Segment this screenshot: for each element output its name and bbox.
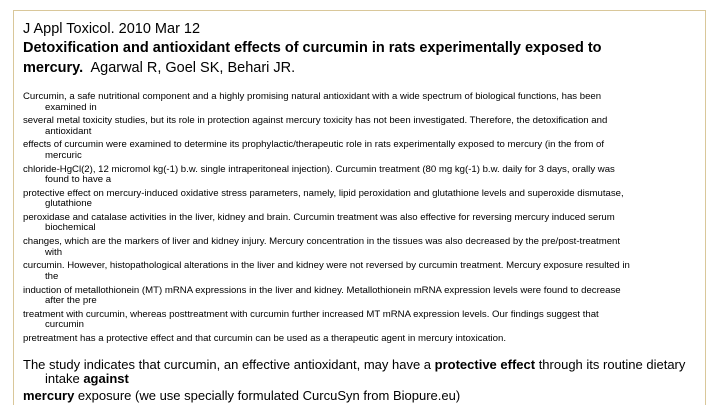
abstract-line — [23, 310, 693, 331]
abstract-line — [23, 165, 693, 186]
abstract-line-main: Curcumin, a safe nutritional component and a highly promising natural antioxidant with a wide spectrum of biological functions, has been — [23, 91, 602, 102]
abstract-line-main: pretreatment has a protective effect and that curcumin can be used as a therapeutic agent in mercury intoxication. — [23, 332, 506, 344]
abstract-line — [23, 237, 693, 258]
abstract-line — [23, 261, 693, 282]
abstract-line — [23, 213, 693, 234]
abstract-line-main: changes, which are the markers of liver and kidney injury. Mercury concentration in the tissues was also decreased by the pre/post-treatment — [23, 236, 621, 248]
abstract — [23, 92, 693, 344]
abstract-line-tail: found to have a — [45, 174, 112, 186]
abstract-line-main: peroxidase and catalase activities in the liver, kidney and brain. Curcumin treatment was also effective for reversing mercury induced serum — [23, 211, 615, 223]
abstract-line-tail: curcumin — [45, 319, 84, 331]
abstract-line-main: chloride-HgCl(2), 12 micromol kg(-1) b.w. single intraperitoneal injection). Curcumin treatment (80 mg kg(-1) b.w. daily for 3 days, orally was — [23, 163, 615, 175]
study-text1: The study indicates that curcumin, an effective antioxidant, may have a — [23, 357, 435, 373]
slide-content — [23, 20, 693, 403]
abstract-line-tail: mercuric — [45, 149, 82, 161]
abstract-line — [23, 92, 693, 113]
study-tail-bold: against — [83, 371, 129, 387]
abstract-line-tail: after the pre — [45, 295, 97, 306]
study-summary-line2 — [23, 389, 693, 403]
abstract-line — [23, 286, 693, 307]
abstract-line-main: protective effect on mercury-induced oxidative stress parameters, namely, lipid peroxidation and glutathione levels and superoxide dismutase, — [23, 187, 624, 199]
abstract-line-tail: antioxidant — [45, 125, 92, 137]
abstract-line-main: effects of curcumin were examined to determine its prophylactic/therapeutic role in rats experimentally exposed to mercury (in the from of — [23, 139, 605, 151]
study-line2-bold: mercury — [23, 388, 75, 404]
abstract-line — [23, 140, 693, 161]
article-authors: Agarwal R, Goel SK, Behari JR. — [90, 60, 296, 76]
study-bold1: protective effect — [434, 357, 536, 373]
abstract-line-tail: examined in — [45, 101, 97, 113]
abstract-line — [23, 334, 693, 345]
abstract-line — [23, 116, 693, 137]
study-text2: through its routine dietary — [535, 357, 686, 373]
study-summary — [23, 358, 693, 386]
abstract-line-tail: the — [45, 270, 59, 282]
abstract-line-tail: biochemical — [45, 222, 96, 234]
abstract-line-main: induction of metallothionein (MT) mRNA expressions in the liver and kidney. Metallothionein mRNA expression levels were found to decrease — [23, 284, 621, 296]
article-title-part2: mercury. — [23, 60, 84, 76]
abstract-line-main: several metal toxicity studies, but its role in protection against mercury toxicity has not been investigated. Therefore, the detoxification and — [23, 115, 608, 127]
study-tail — [23, 372, 693, 386]
journal-citation: J Appl Toxicol. 2010 Mar 12 — [23, 21, 201, 37]
abstract-line-tail: glutathione — [45, 198, 92, 210]
article-title-line2 — [23, 58, 693, 78]
study-tail-text: intake — [45, 371, 84, 387]
abstract-line-main: treatment with curcumin, whereas posttreatment with curcumin further increased MT mRNA expression levels. Our findings suggest that — [23, 308, 599, 320]
abstract-line-tail: with — [45, 246, 63, 258]
abstract-line — [23, 189, 693, 210]
article-title — [23, 38, 693, 58]
article-title-part1: Detoxification and antioxidant effects of curcumin in rats experimentally exposed to — [23, 40, 602, 56]
study-line2-text: exposure (we use specially formulated CurcuSyn from Biopure.eu) — [74, 388, 461, 404]
abstract-line-main: curcumin. However, histopathological alterations in the liver and kidney were not reversed by curcumin treatment. Mercury exposure resulted in — [23, 260, 630, 272]
